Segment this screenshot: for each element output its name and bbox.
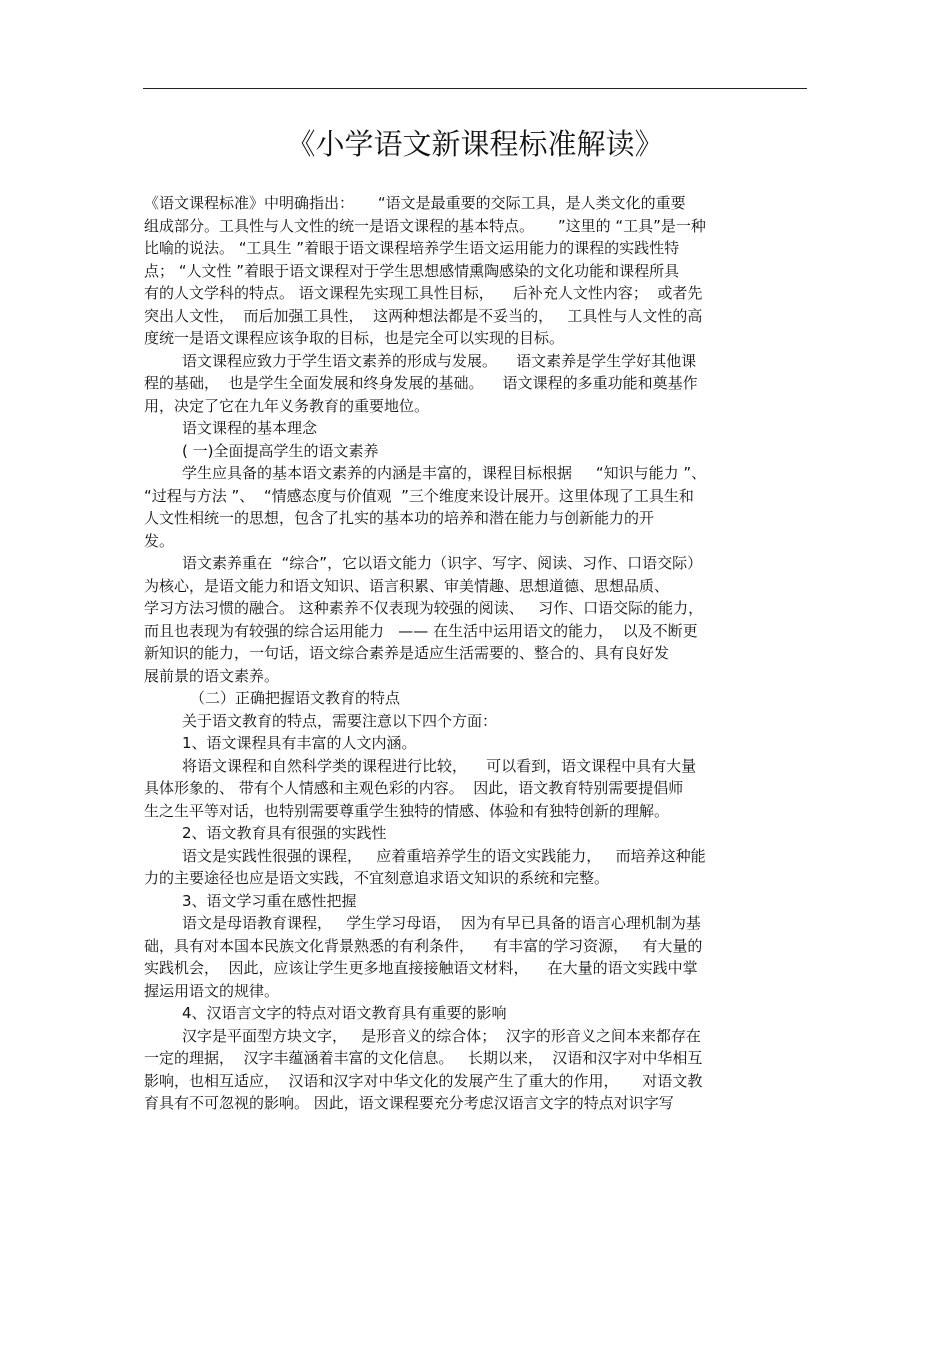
section-heading: 语文课程的基本理念 [182, 419, 318, 437]
text-line: 语文课程应致力于学生语文素养的形成与发展。 语文素养是学生学好其他课 [182, 351, 697, 370]
text-line: 语文素养重在 “综合”，它以语文能力（识字、写字、阅读、习作、口语交际） [182, 554, 703, 572]
numbered-heading: 2、语文教育具有很强的实践性 [182, 824, 387, 842]
text-line: 汉字是平面型方块文字， 是形音义的综合体； 汉字的形音义之间本来都存在 [182, 1026, 701, 1045]
text-line: 为核心，是语文能力和语文知识、语言积累、审美情趣、思想道德、思想品质、 [144, 576, 670, 595]
text-line: 程的基础， 也是学生全面发展和终身发展的基础。 语文课程的多重功能和奠基作 [144, 374, 698, 392]
text-line: 学生应具备的基本语文素养的内涵是丰富的，课程目标根据 “知识与能力 ”、 [182, 464, 707, 482]
text-line: “过程与方法 ”、 “情感态度与价值观 ”三个维度来设计展开。这里体现了工具生和 [144, 486, 694, 505]
text-line: 学习方法习惯的融合。 这种素养不仅表现为较强的阅读、 习作、口语交际的能力， [144, 599, 704, 617]
numbered-heading: 4、汉语言文字的特点对语文教育具有重要的影响 [182, 1004, 507, 1022]
text-line: 用，决定了它在九年义务教育的重要地位。 [144, 396, 430, 415]
text-line: 而且也表现为有较强的综合运用能力 —— 在生活中运用语文的能力， 以及不断更 [144, 621, 698, 640]
text-line: 有的人文学科的特点。 语文课程先实现工具性目标， 后补充人文性内容； 或者先 [144, 284, 703, 302]
text-line: 度统一是语文课程应该争取的目标，也是完全可以实现的目标。 [144, 329, 565, 347]
text-line: 比喻的说法。 “工具生 ”着眼于语文课程培养学生语文运用能力的课程的实践性特 [144, 239, 680, 257]
text-line: 实践机会， 因此，应该让学生更多地直接接触语文材料， 在大量的语文实践中掌 [144, 959, 698, 977]
text-line: 语文是实践性很强的课程， 应着重培养学生的语文实践能力， 而培养这种能 [182, 846, 706, 865]
text-line: 人文性相统一的思想，包含了扎实的基本功的培养和潜在能力与创新能力的开 [144, 509, 655, 527]
top-rule [143, 88, 807, 89]
document-title: 《小学语文新课程标准解读》 [286, 127, 664, 161]
text-line: 础，具有对本国本民族文化背景熟悉的有利条件， 有丰富的学习资源， 有大量的 [144, 936, 703, 955]
text-line: 展前景的语文素养。 [144, 666, 280, 685]
text-line: 《语文课程标准》中明确指出： “语文是最重要的交际工具，是人类文化的重要 [144, 194, 686, 212]
text-line: 具体形象的、 带有个人情感和主观色彩的内容。 因此，语文教育特别需要提倡师 [144, 779, 684, 797]
text-line: 点； “人文性 ”着眼于语文课程对于学生思想感情熏陶感染的文化功能和课程所具 [144, 261, 680, 280]
text-line: 发。 [144, 531, 175, 550]
document-body [144, 192, 808, 1115]
text-line: 力的主要途径也应是语文实践，不宜刻意追求语文知识的系统和完整。 [144, 869, 610, 887]
text-line: 语文是母语教育课程， 学生学习母语， 因为有早已具备的语言心理机制为基 [182, 914, 701, 932]
numbered-heading: 3、语文学习重在感性把握 [182, 891, 357, 910]
text-line: 突出人文性， 而后加强工具性， 这两种想法都是不妥当的， 工具性与人文性的高 [144, 306, 703, 325]
text-line: 育具有不可忽视的影响。 因此，语文课程要充分考虑汉语言文字的特点对识字写 [144, 1094, 674, 1112]
numbered-heading: 1、语文课程具有丰富的人文内涵。 [182, 734, 417, 752]
section-heading: （二）正确把握语文教育的特点 [190, 689, 401, 707]
text-line: 组成部分。工具性与人文性的统一是语文课程的基本特点。 ”这里的 “工具”是一种 [144, 216, 706, 235]
text-line: 握运用语文的规律。 [144, 981, 280, 1000]
section-heading: ( 一)全面提高学生的语文素养 [182, 441, 379, 460]
text-line: 新知识的能力，一句话，语文综合素养是适应生活需要的、整合的、具有良好发 [144, 644, 670, 662]
text-line: 将语文课程和自然科学类的课程进行比较， 可以看到，语文课程中具有大量 [182, 756, 697, 775]
text-line: 关于语文教育的特点，需要注意以下四个方面： [182, 711, 498, 730]
text-line: 一定的理据， 汉字丰蕴涵着丰富的文化信息。 长期以来， 汉语和汉字对中华相互 [144, 1049, 703, 1067]
text-line: 生之生平等对话，也特别需要尊重学生独特的情感、体验和有独特创新的理解。 [144, 801, 670, 820]
text-line: 影响，也相互适应， 汉语和汉字对中华文化的发展产生了重大的作用， 对语文教 [144, 1071, 703, 1090]
